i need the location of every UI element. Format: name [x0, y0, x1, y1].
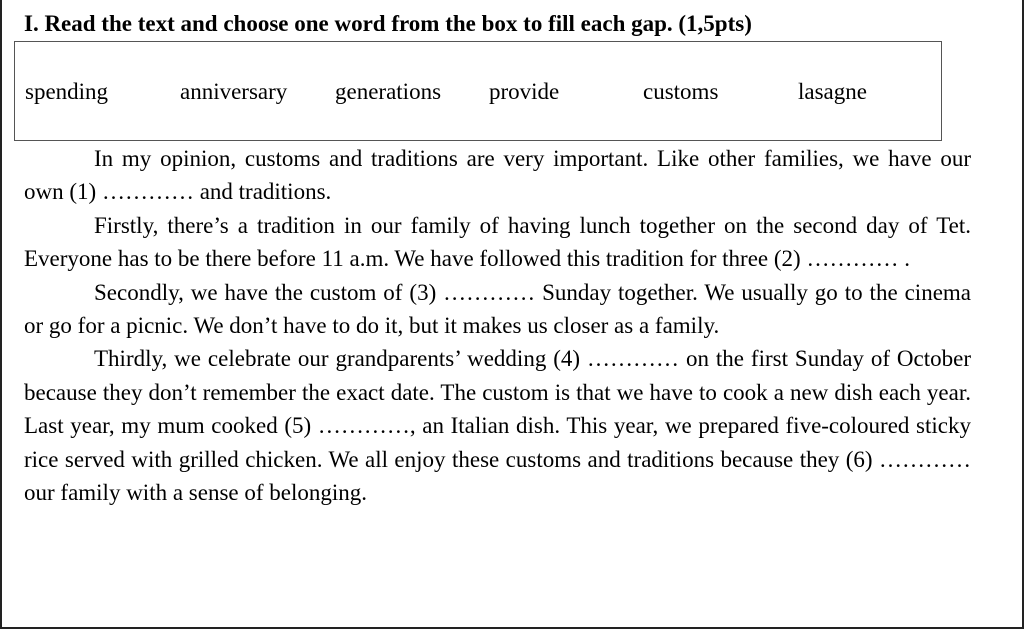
paragraph-text: Firstly, there’s a tradition in our family of having lunch together on the second day of Tet. Everyone has to be there before 11 a.m. We have followed this tradition for three (2) [24, 212, 971, 272]
word-option-customs: customs [643, 79, 719, 104]
paragraph-2 [24, 209, 971, 276]
word-option-anniversary: anniversary [180, 79, 288, 104]
gap-1: ………… [101, 179, 194, 205]
word-option-provide: provide [489, 79, 560, 104]
reading-passage [24, 142, 971, 509]
gap-2: ………… [806, 246, 899, 272]
paragraph-text: Thirdly, we celebrate our grandparents’ wedding (4) [94, 346, 588, 372]
word-option-generations: generations [335, 79, 442, 104]
paragraph-text: . [898, 246, 910, 272]
paragraph-text: Secondly, we have the custom of (3) [94, 279, 444, 305]
paragraph-text: our family with a sense of belonging. [24, 480, 368, 506]
gap-3: ………… [443, 279, 536, 305]
paragraph-4 [24, 342, 971, 509]
paragraph-3 [24, 276, 971, 343]
paragraph-1 [24, 142, 971, 209]
paragraph-text: on the first Sunday of October because they don’t remember the exact date. The custom is that we have to cook a new dish each year. Last year, my mum cooked (5) [24, 346, 972, 439]
gap-4: ………… [587, 346, 680, 372]
word-option-spending: spending [25, 79, 109, 104]
exercise-title: I. Read the text and choose one word from the box to fill each gap. (1,5pts) [24, 11, 752, 36]
word-option-lasagne: lasagne [798, 79, 867, 104]
paragraph-text: and traditions. [193, 179, 332, 205]
gap-6: ………… [879, 446, 971, 472]
gap-5: ………… [317, 413, 410, 439]
paragraph-text: , an Italian dish. This year, we prepared five-coloured sticky rice served with grilled chicken. We all enjoy these customs and traditions because they (6) [24, 413, 971, 472]
word-box [14, 41, 942, 141]
paragraph-text: In my opinion, customs and traditions are very important. Like other families, we have our own (1) [24, 146, 971, 205]
paragraph-text: Sunday together. We usually go to the cinema or go for a picnic. We don’t have to do it, but it makes us closer as a family. [24, 279, 971, 339]
